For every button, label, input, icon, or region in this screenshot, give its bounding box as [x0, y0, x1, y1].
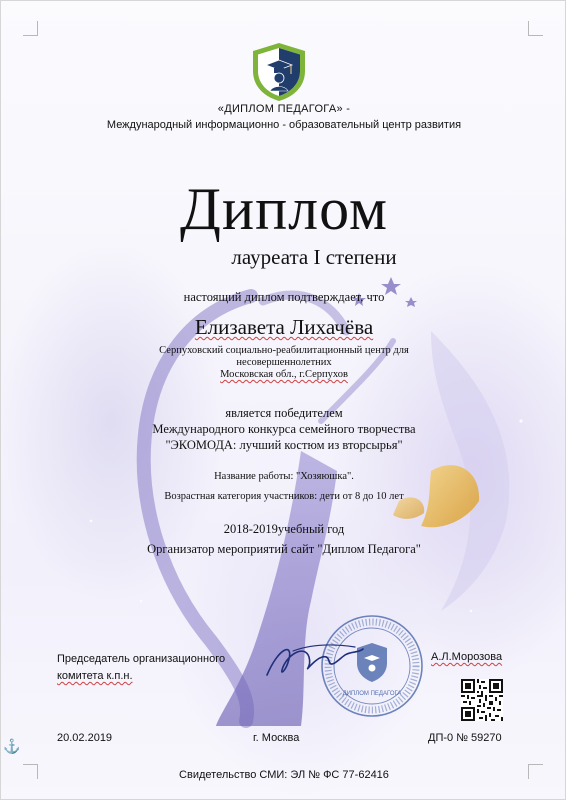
org-name: «ДИПЛОМ ПЕДАГОГА» - — [217, 103, 351, 115]
chair-title — [57, 651, 225, 685]
chair-degree: комитета к.п.н. — [57, 670, 133, 682]
corner-mark-top-right — [528, 21, 543, 36]
anchor-icon: ⚓ — [3, 740, 21, 755]
institution-line-2: несовершеннолетних — [236, 357, 332, 368]
issue-date: 20.02.2019 — [57, 732, 113, 744]
school-year: 2018-2019учебный год — [223, 522, 345, 536]
institution-line-3 — [1, 369, 566, 381]
diploma-title: Диплом — [180, 176, 388, 242]
confirm-text: настоящий диплом подтверждает, что — [183, 290, 385, 304]
media-registration: Свидетельство СМИ: ЭЛ № ФС 77-62416 — [179, 769, 389, 781]
signer-name-text: А.Л.Морозова — [431, 651, 503, 663]
work-title: Название работы: "Хозяюшка". — [214, 471, 354, 482]
handwritten-signature — [259, 637, 369, 685]
institution-line-1: Серпуховский социально-реабилитационный центр для — [159, 345, 409, 356]
award-block — [1, 405, 566, 453]
organizer: Организатор мероприятий сайт "Диплом Педагога" — [147, 542, 421, 556]
issue-city: г. Москва — [253, 732, 300, 744]
contest-name: "ЭКОМОДА: лучший костюм из вторсырья" — [165, 438, 403, 452]
recipient-name — [1, 315, 566, 340]
contest-line: Международного конкурса семейного творчества — [152, 422, 416, 436]
corner-mark-top-left — [23, 21, 38, 36]
diploma-number: ДП-0 № 59270 — [428, 732, 502, 744]
institution-location: Московская обл., г.Серпухов — [220, 369, 348, 380]
signer-name — [431, 651, 502, 663]
recipient-institution — [1, 345, 566, 381]
chair-line-1: Председатель организационного — [57, 653, 226, 665]
recipient-name-text: Елизавета Лихачёва — [194, 315, 374, 339]
work-details — [1, 467, 566, 507]
qr-code-icon — [461, 679, 503, 721]
diploma-subtitle: лауреата I степени — [231, 245, 397, 269]
seal-text: ДИПЛОМ ПЕДАГОГА — [342, 691, 402, 697]
graduation-cap-shield-icon — [249, 41, 309, 103]
org-description: Международный информационно - образовательный центр развития — [106, 119, 462, 131]
age-category: Возрастная категория участников: дети от 8 до 10 лет — [164, 491, 404, 502]
year-organizer — [1, 519, 566, 559]
winner-line: является победителем — [225, 406, 343, 420]
chair-line-2 — [57, 668, 225, 685]
